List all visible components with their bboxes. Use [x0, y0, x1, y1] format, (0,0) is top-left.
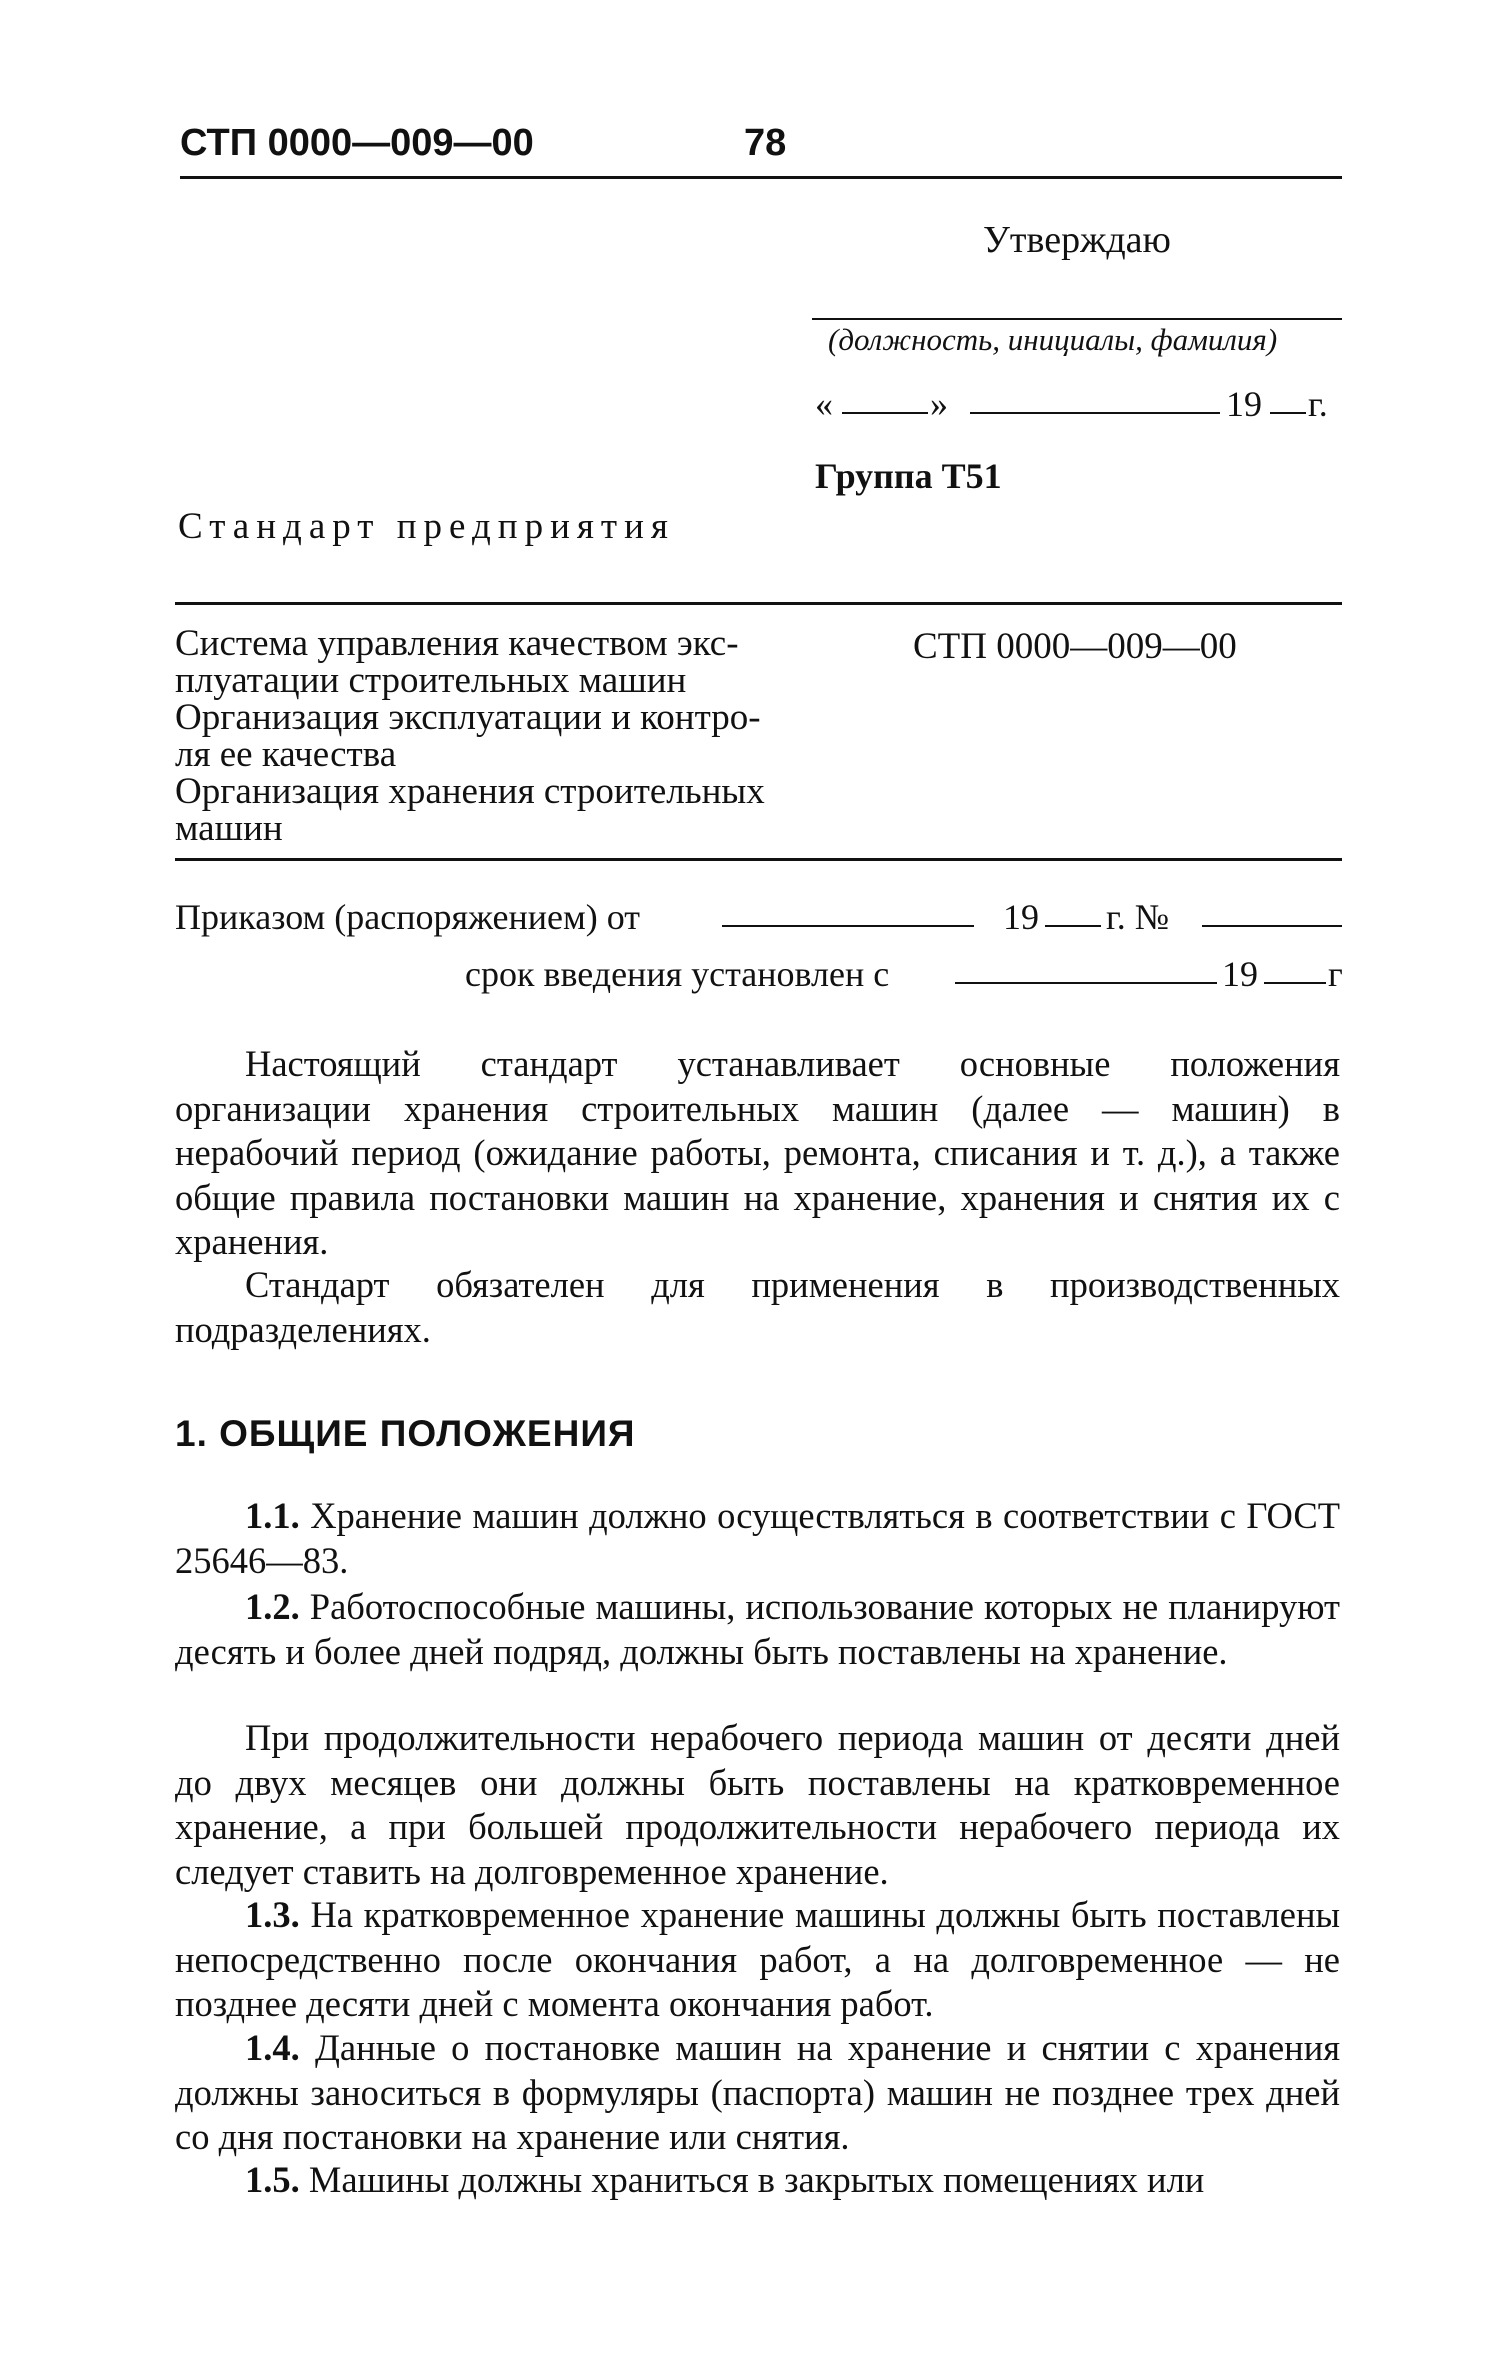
title-line: плуатации строительных машин [175, 660, 687, 701]
intro-paragraph-text: Стандарт обязателен для применения в производственных подразделениях. [175, 1264, 1340, 1350]
approval-year-blank [1270, 412, 1306, 414]
clause-number: 1.3. [245, 1894, 300, 1935]
clause-1-3 [175, 1893, 1340, 2027]
order-number-blank [1202, 925, 1342, 927]
section-title: 1. ОБЩИЕ ПОЛОЖЕНИЯ [175, 1413, 636, 1454]
clause-number: 1.4. [245, 2027, 300, 2068]
intro-date-year: 19 [1222, 954, 1258, 994]
order-label: Приказом (распоряжением) от [175, 897, 640, 937]
page-number: 78 [744, 122, 787, 164]
title-line: Организация хранения строительных [175, 771, 765, 812]
approval-title: Утверждаю [983, 219, 1171, 261]
intro-paragraph [175, 1263, 1340, 1352]
intro-date-label: срок введения установлен с [465, 954, 890, 994]
intro-paragraph [175, 1042, 1340, 1265]
clause-number: 1.2. [245, 1586, 300, 1627]
order-year: 19 [1003, 897, 1039, 937]
title-line: Система управления качеством экс- [175, 623, 739, 664]
clause-text: При продолжительности нерабочего периода машин от десяти дней до двух месяцев они должны быть поставлены на кратковременное хранение, а при большей продолжительности нерабочего периода их следует ставить на долговременное хранение. [175, 1717, 1340, 1892]
clause-text: Данные о постановке машин на хранение и снятии с хранения должны заноситься в формуляры (паспорта) машин не позднее трех дней со дня постановки на хранение или снятия. [175, 2027, 1341, 2157]
clause-number: 1.5. [245, 2159, 300, 2200]
clause-1-4 [175, 2026, 1340, 2160]
document-code-header: СТП 0000—009—00 [180, 122, 534, 164]
clause-text: Работоспособные машины, использование которых не планируют десять и более дней подряд, должны быть поставлены на хранение. [175, 1586, 1340, 1672]
header-rule [180, 176, 1342, 179]
approval-caption: (должность, инициалы, фамилия) [828, 322, 1278, 357]
intro-date-blank [955, 982, 1217, 984]
standard-code: СТП 0000—009—00 [913, 626, 1237, 667]
title-line: Организация эксплуатации и контро- [175, 697, 761, 738]
clause-number: 1.1. [245, 1495, 300, 1536]
approval-date-open-quote: « [815, 384, 833, 424]
clause-1-2 [175, 1585, 1340, 1674]
order-year-blank [1045, 925, 1101, 927]
order-date-blank [722, 925, 974, 927]
order-year-suffix: г. № [1106, 897, 1170, 937]
title-top-rule [175, 602, 1342, 605]
intro-year-blank [1264, 982, 1326, 984]
intro-paragraph-text: Настоящий стандарт устанавливает основные положения организации хранения строительных машин (далее — машин) в нерабочий период (ожидание работы, ремонта, списания и т. д.), а также общие правила постановки машин на хранение, хранения и снятия их с хранения. [175, 1043, 1340, 1262]
group-code: Группа Т51 [815, 456, 1002, 496]
standard-title [175, 625, 765, 847]
clause-1-2-continued [175, 1716, 1340, 1894]
approval-month-blank [970, 412, 1220, 414]
clause-1-5 [175, 2158, 1340, 2203]
clause-text: Машины должны храниться в закрытых помещениях или [308, 2159, 1205, 2200]
title-bottom-rule [175, 858, 1342, 861]
title-line: машин [175, 808, 283, 849]
clause-text: Хранение машин должно осуществляться в соответствии с ГОСТ 25646—83. [175, 1495, 1340, 1581]
title-line: ля ее качества [175, 734, 397, 775]
clause-text: На кратковременное хранение машины должны быть поставлены непосредственно после окончания работ, а на долговременное — не позднее десяти дней с момента окончания работ. [175, 1894, 1340, 2024]
approval-signature-line [812, 318, 1342, 320]
intro-date-year-suffix: г [1328, 954, 1343, 994]
approval-date-year-suffix: г. [1308, 384, 1328, 424]
approval-date-year: 19 [1226, 384, 1262, 424]
approval-date-close-quote: » [930, 384, 948, 424]
clause-1-1 [175, 1494, 1340, 1583]
standard-kind: Стандарт предприятия [178, 506, 675, 547]
approval-day-blank [842, 412, 928, 414]
